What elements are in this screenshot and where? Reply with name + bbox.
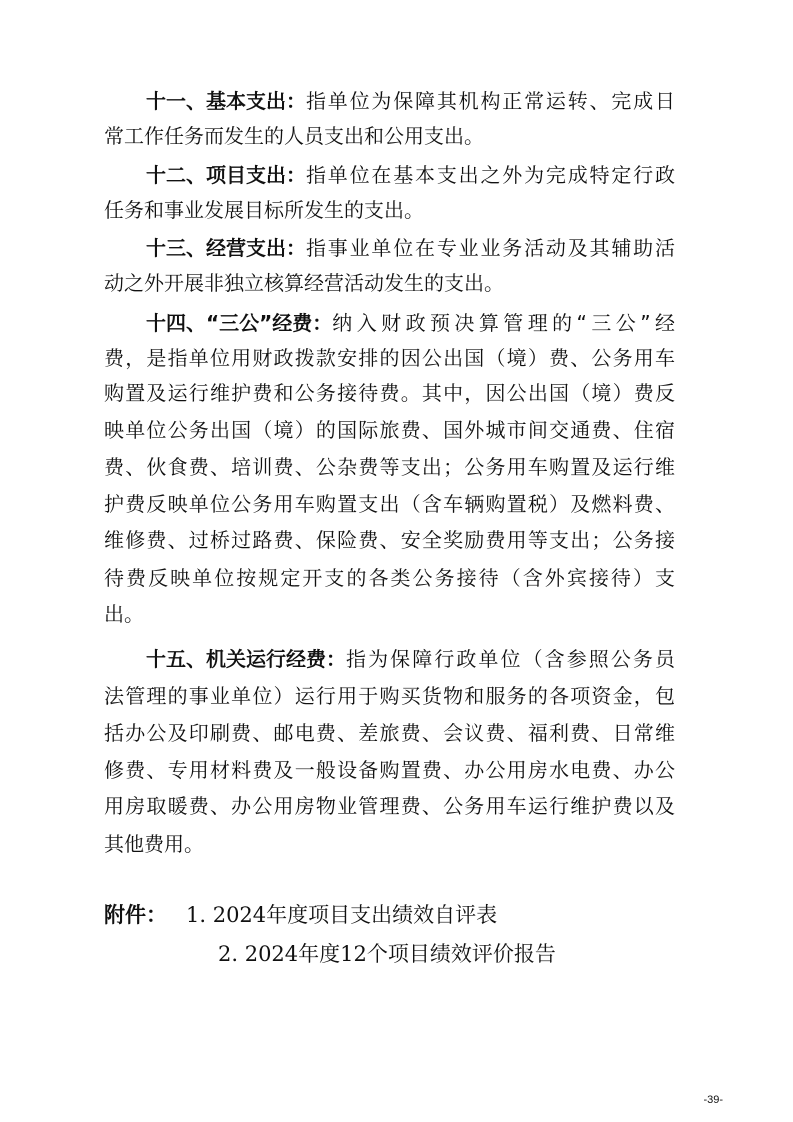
page-number: -39- <box>703 1094 723 1106</box>
paragraph-14-line-9: 出。 <box>104 602 144 626</box>
paragraph-15-line-4: 修费、专用材料费及一般设备购置费、办公用房水电费、办公 <box>104 758 675 782</box>
paragraph-13-line-1 <box>0 231 675 265</box>
paragraph-14-line-4: 映单位公务出国（境）的国际旅费、国外城市间交通费、住宿 <box>104 418 675 442</box>
term-three-public-expenses: 十四、“三公”经费： <box>146 311 333 335</box>
paragraph-15-line-1 <box>0 642 675 676</box>
paragraph-14-text: 纳入财政预决算管理的“三公”经 <box>332 311 675 335</box>
term-operating-expenditure: 十三、经营支出： <box>146 236 306 260</box>
paragraph-14-line-8: 待费反映单位按规定开支的各类公务接待（含外宾接待）支 <box>104 566 675 590</box>
paragraph-14-line-1 <box>0 306 675 340</box>
attachments-label: 附件： <box>104 903 167 927</box>
paragraph-11-line-1 <box>0 84 675 118</box>
paragraph-14-line-6: 护费反映单位公务用车购置支出（含车辆购置税）及燃料费、 <box>104 492 675 516</box>
attachment-item-2[interactable]: 2. 2024年度12个项目绩效评价报告 <box>218 942 556 966</box>
paragraph-13-text: 指事业单位在专业业务活动及其辅助活 <box>306 236 675 260</box>
attachment-item-1[interactable]: 1. 2024年度项目支出绩效自评表 <box>186 903 498 927</box>
paragraph-13-line-2: 动之外开展非独立核算经营活动发生的支出。 <box>104 271 504 295</box>
paragraph-14-line-3: 购置及运行维护费和公务接待费。其中，因公出国（境）费反 <box>104 381 675 405</box>
paragraph-15-text: 指为保障行政单位（含参照公务员 <box>346 647 675 671</box>
paragraph-12-text: 指单位在基本支出之外为完成特定行政 <box>306 163 675 187</box>
paragraph-11-line-2: 常工作任务而发生的人员支出和公用支出。 <box>104 124 484 148</box>
term-agency-operating-funds: 十五、机关运行经费： <box>146 647 346 671</box>
paragraph-12-line-2: 任务和事业发展目标所发生的支出。 <box>104 198 424 222</box>
paragraph-12-line-1 <box>0 158 675 192</box>
paragraph-14-line-2: 费，是指单位用财政拨款安排的因公出国（境）费、公务用车 <box>104 346 675 370</box>
paragraph-11-text: 指单位为保障其机构正常运转、完成日 <box>306 89 675 113</box>
paragraph-15-line-5: 用房取暖费、办公用房物业管理费、公务用车运行维护费以及 <box>104 794 675 818</box>
paragraph-15-line-3: 括办公及印刷费、邮电费、差旅费、会议费、福利费、日常维 <box>104 721 675 745</box>
paragraph-14-line-5: 费、伙食费、培训费、公杂费等支出；公务用车购置及运行维 <box>104 455 675 479</box>
paragraph-15-line-6: 其他费用。 <box>104 832 204 856</box>
paragraph-14-line-7: 维修费、过桥过路费、保险费、安全奖励费用等支出；公务接 <box>104 528 675 552</box>
term-basic-expenditure: 十一、基本支出： <box>146 89 306 113</box>
term-project-expenditure: 十二、项目支出： <box>146 163 306 187</box>
paragraph-15-line-2: 法管理的事业单位）运行用于购买货物和服务的各项资金，包 <box>104 684 675 708</box>
